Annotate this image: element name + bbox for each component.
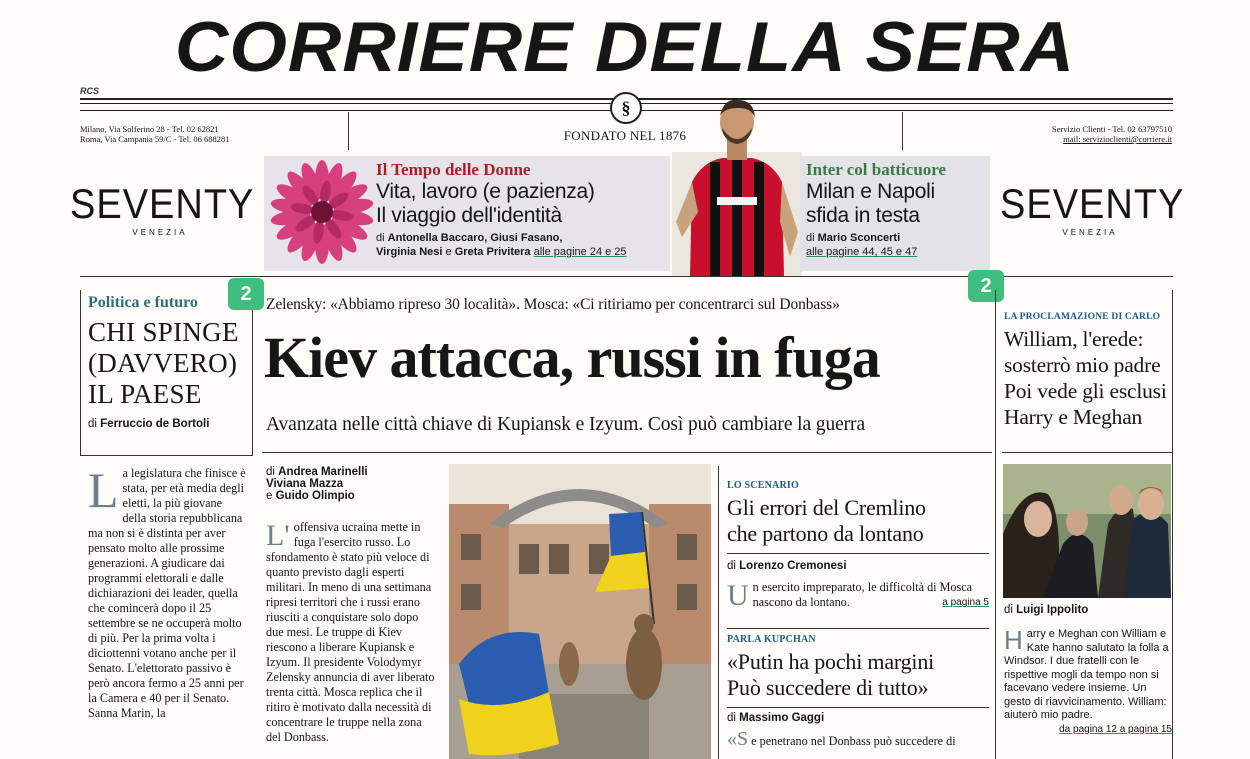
- editorial-headline-line: (DAVVERO): [88, 348, 238, 378]
- corriere-logo-icon: §: [610, 92, 642, 124]
- teaser-headline-line: sfida in testa: [806, 204, 920, 227]
- section-rule: [727, 628, 989, 629]
- kupchan-article[interactable]: [727, 634, 989, 749]
- teaser-authors: Antonella Baccaro, Giusi Fasano,: [387, 232, 563, 244]
- article-headline-line: «Putin ha pochi margini: [727, 649, 935, 674]
- section-kicker: LO SCENARIO: [727, 480, 799, 491]
- box-border-right: [252, 290, 253, 455]
- teaser-kicker: Il Tempo delle Donne: [376, 160, 531, 179]
- article-body: [727, 728, 989, 750]
- editorial-headline-line: CHI SPINGE: [88, 317, 239, 347]
- address-roma: Roma, Via Campania 59/C - Tel. 06 688281: [80, 134, 230, 144]
- article-author: Massimo Gaggi: [739, 712, 825, 724]
- teaser-author: Greta Privitera: [454, 246, 531, 258]
- column-divider: [718, 466, 719, 759]
- rule: [727, 707, 989, 708]
- teaser-author: Virginia Nesi: [376, 246, 443, 258]
- article-page-link[interactable]: da pagina 12 a pagina 15: [1059, 723, 1172, 735]
- ad-seventy-left[interactable]: [70, 181, 255, 237]
- editorial-byline: [88, 418, 248, 430]
- article-body: [1004, 625, 1172, 723]
- main-body: [266, 520, 438, 759]
- main-over-title: Zelensky: «Abbiamo ripreso 30 località». Mosca: «Ci ritiriamo per concentrarci sul Donbass»: [266, 296, 840, 313]
- byline-prefix: di: [266, 466, 275, 478]
- teaser-headline-line: Vita, lavoro (e pazienza): [376, 180, 595, 203]
- byline-prefix: di: [1004, 604, 1013, 616]
- scenario-article[interactable]: [727, 480, 989, 610]
- drop-cap: U: [727, 579, 749, 612]
- main-author: Guido Olimpio: [275, 490, 355, 502]
- article-headline-line: William, l'erede:: [1004, 327, 1144, 351]
- main-author: Viviana Mazza: [266, 478, 344, 490]
- william-article[interactable]: [1004, 312, 1174, 430]
- annotation-badge: 2: [968, 270, 1004, 302]
- byline-prefix: di: [88, 418, 97, 430]
- teaser-byline: [376, 231, 666, 245]
- teaser-inter[interactable]: [800, 156, 990, 271]
- article-byline: [727, 712, 989, 724]
- ad-city: VENEZIA: [132, 228, 188, 237]
- article-headline-line: che partono da lontano: [727, 521, 924, 546]
- ad-seventy-right[interactable]: [1000, 181, 1185, 237]
- article-body: [727, 580, 989, 610]
- editorial-author: Ferruccio de Bortoli: [100, 418, 210, 430]
- kupiansk-flag-photo: [449, 464, 711, 759]
- article-headline-line: Harry e Meghan: [1004, 405, 1143, 429]
- box-border-bottom: [80, 455, 253, 456]
- drop-cap: «S: [727, 728, 749, 750]
- teaser-byline-2: [376, 245, 666, 259]
- divider: [902, 112, 903, 150]
- byline-prefix: di: [806, 232, 815, 244]
- article-headline-line: sosterrò mio padre: [1004, 353, 1161, 377]
- william-body-block: [1004, 604, 1172, 735]
- byline-prefix: di: [376, 232, 385, 244]
- teaser-headline-line: Il viaggio dell'identità: [376, 204, 562, 227]
- royals-photo: [1003, 464, 1171, 598]
- article-byline: [1004, 604, 1172, 616]
- column-divider: [995, 290, 996, 759]
- newspaper-title: CORRIERE DELLA SERA: [174, 7, 1076, 86]
- founded-label: FONDATO NEL 1876: [563, 128, 687, 143]
- rcs-logo: RCS: [80, 86, 100, 96]
- main-author: Andrea Marinelli: [278, 466, 368, 478]
- flower-image: [270, 160, 374, 264]
- article-headline-line: Gli errori del Cremlino: [727, 495, 926, 520]
- masthead: [0, 0, 1250, 100]
- footballer-image: [672, 92, 802, 276]
- ad-city: VENEZIA: [1062, 228, 1118, 237]
- teaser-headline-line: Milan e Napoli: [806, 180, 935, 203]
- byline-prefix: di: [727, 560, 736, 572]
- section-rule: [1002, 452, 1172, 453]
- article-headline-line: Poi vede gli esclusi: [1004, 379, 1167, 403]
- article-page-link[interactable]: a pagina 5: [942, 597, 989, 608]
- section-kicker: Politica e futuro: [88, 294, 198, 311]
- article-headline-line: Può succedere di tutto»: [727, 675, 929, 700]
- byline-and: e: [445, 246, 452, 258]
- article-author: Lorenzo Cremonesi: [739, 560, 847, 572]
- teaser-page-link[interactable]: alle pagine 44, 45 e 47: [806, 246, 918, 258]
- address-right: [1010, 124, 1172, 144]
- editorial-headline-line: IL PAESE: [88, 379, 202, 409]
- ad-brand: SEVENTY: [70, 181, 255, 229]
- byline-prefix: di: [727, 712, 736, 724]
- address-left: [80, 124, 229, 144]
- drop-cap: L': [266, 520, 290, 552]
- section-rule: [80, 276, 1173, 277]
- editorial-text: a legislatura che finisce è stata, per età media degli eletti, la più giovane della storia repubblicana ma non si è distinta per aver pensato molto alle prossime generazioni. A giudicare dai programmi elettorali e dalle dichiarazioni dei leader, quella che comincerà dopo il 25 settembre se ne occuperà molto di più. Per la prima volta i diciottenni votano anche per il Senato. L'elettorato passivo è però ancora fermo a 25 anni per la Camera e 40 per il Senato. Sanna Marin, la: [88, 466, 246, 720]
- rule: [727, 553, 989, 554]
- teaser-byline: [806, 231, 988, 245]
- teaser-author: Mario Sconcerti: [817, 232, 901, 244]
- teaser-tempo-donne[interactable]: [264, 156, 670, 271]
- address-milano: Milano, Via Solferino 28 - Tel. 02 62821: [80, 124, 219, 134]
- article-text: n esercito impreparato, le difficoltà di Mosca nascono da lontano.: [752, 580, 973, 609]
- main-headline[interactable]: Kiev attacca, russi in fuga: [264, 325, 880, 390]
- article-author: Luigi Ippolito: [1016, 604, 1089, 616]
- teaser-page-link[interactable]: alle pagine 24 e 25: [533, 246, 627, 258]
- box-border-left: [80, 290, 81, 455]
- editorial-body: [88, 466, 248, 759]
- ad-brand: SEVENTY: [1000, 181, 1185, 229]
- drop-cap: H: [1004, 625, 1023, 655]
- teaser-kicker: Inter col batticuore: [806, 160, 947, 179]
- customer-service-email[interactable]: mail: servizioclienti@corriere.it: [1063, 134, 1172, 144]
- byline-and: e: [266, 490, 273, 502]
- left-editorial[interactable]: [88, 294, 248, 430]
- section-rule: [262, 452, 992, 453]
- annotation-badge: 2: [228, 278, 264, 310]
- main-subtitle: Avanzata nelle città chiave di Kupiansk e Izyum. Così può cambiare la guerra: [266, 414, 866, 435]
- customer-service-phone: Servizio Clienti - Tel. 02 63797510: [1051, 124, 1172, 134]
- article-text: e penetrano nel Donbass può succedere di: [751, 734, 956, 748]
- article-text: arry e Meghan con William e Kate hanno salutato la folla a Windsor. I due fratelli con le rispettive mogli da tempo non si facevano vedere insieme. Un gesto di riavvicinamento. William: aiuterò mio padre.: [1004, 628, 1169, 721]
- section-kicker: PARLA KUPCHAN: [727, 634, 816, 645]
- article-byline: [727, 560, 989, 572]
- drop-cap: L: [88, 466, 119, 518]
- main-text: offensiva ucraina mette in fuga l'esercito russo. Lo sfondamento è stato più veloce di quanto previsto dagli esperti militari. In meno di una settimana ripresi territori che i russi erano riusciti a conquistare solo dopo due mesi. Le truppe di Kiev riescono a liberare Kupiansk e Izyum. Il presidente Volodymyr Zelensky annuncia di aver liberato trenta città. Mosca replica che il ritiro è motivato dalla necessità di concentrare le truppe nella zona del Donbass.: [266, 520, 435, 744]
- divider: [348, 112, 349, 150]
- section-kicker: LA PROCLAMAZIONE DI CARLO: [1004, 312, 1161, 322]
- main-byline: [266, 466, 442, 502]
